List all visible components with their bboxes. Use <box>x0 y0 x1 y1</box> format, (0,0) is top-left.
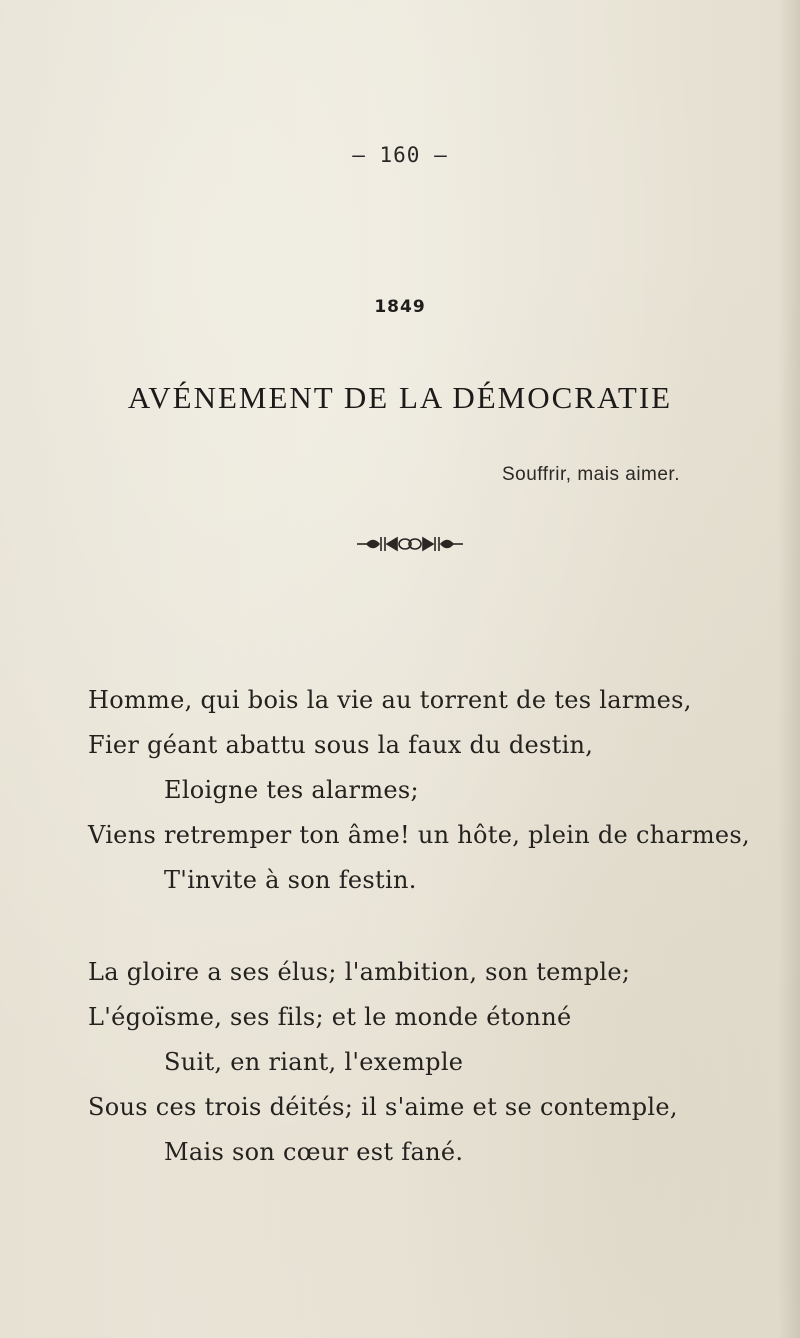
verse-line: Suit, en riant, l'exemple <box>164 1048 464 1076</box>
ornament-divider-icon <box>355 532 465 556</box>
verse-line: Eloigne tes alarmes; <box>164 776 419 804</box>
verse-line: L'égoïsme, ses fils; et le monde étonné <box>88 1003 572 1031</box>
poem-year: 1849 <box>374 297 426 317</box>
page-number: — 160 — <box>352 143 448 167</box>
verse-line: Sous ces trois déités; il s'aime et se contemple, <box>88 1093 678 1121</box>
verse-line: La gloire a ses élus; l'ambition, son temple; <box>88 958 631 986</box>
verse-line: Viens retremper ton âme! un hôte, plein de charmes, <box>88 821 750 849</box>
poem-title: AVÉNEMENT DE LA DÉMOCRATIE <box>127 380 673 415</box>
epigraph: Souffrir, mais aimer. <box>501 464 680 485</box>
verse-line: Homme, qui bois la vie au torrent de tes larmes, <box>88 686 692 714</box>
verse-line: Mais son cœur est fané. <box>164 1138 464 1166</box>
page-edge-shadow <box>778 0 800 1338</box>
verse-line: Fier géant abattu sous la faux du destin, <box>88 731 594 759</box>
verse-line: T'invite à son festin. <box>164 866 417 894</box>
